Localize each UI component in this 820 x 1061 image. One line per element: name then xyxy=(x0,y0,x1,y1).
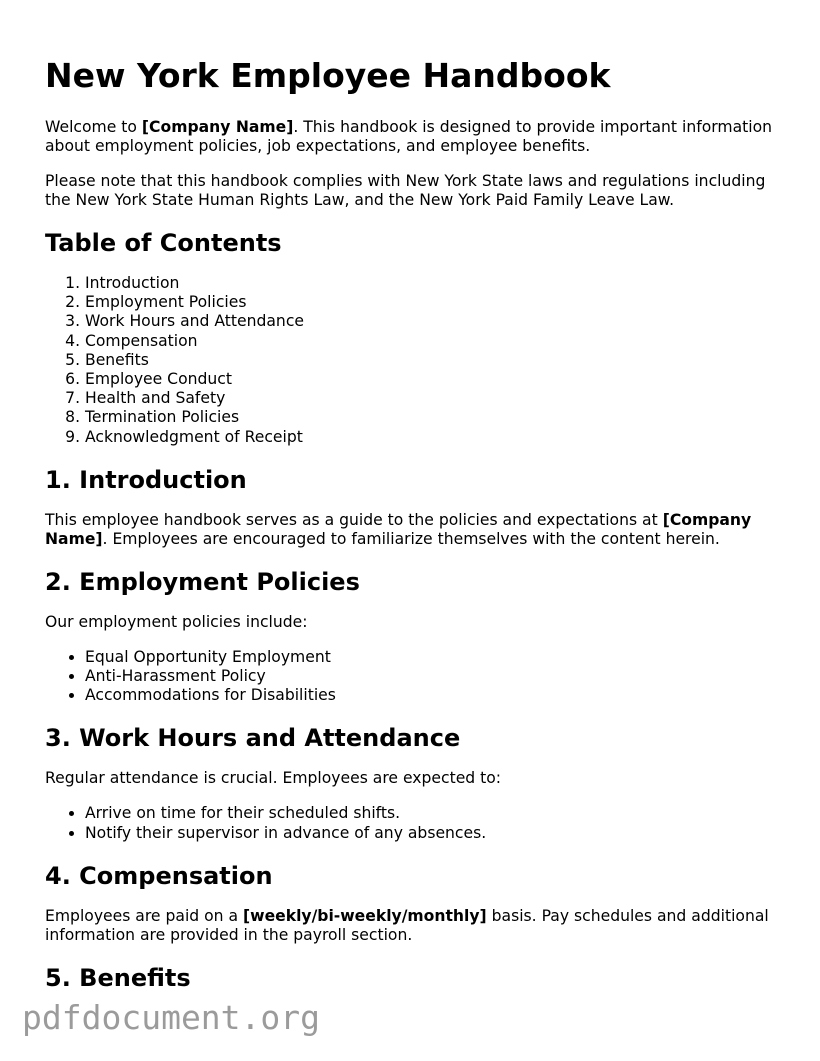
compensation-text-before: Employees are paid on a xyxy=(45,906,244,925)
list-item: • Accommodations for Disabilities xyxy=(85,686,785,705)
toc-item: 2. Employment Policies xyxy=(85,293,785,312)
employment-policies-intro: Our employment policies include: xyxy=(45,612,308,631)
document-page xyxy=(45,52,785,1009)
attendance-list xyxy=(45,804,785,842)
toc-list xyxy=(45,274,785,447)
toc-heading: Table of Contents xyxy=(45,229,282,257)
intro-paragraph-1 xyxy=(45,118,785,156)
introduction-text-before: This employee handbook serves as a guide to the policies and expectations at xyxy=(45,510,663,529)
watermark: pdfdocument.org xyxy=(22,998,321,1037)
toc-item: 4. Compensation xyxy=(85,332,785,351)
list-item: • Anti-Harassment Policy xyxy=(85,667,785,686)
employment-policies-heading: 2. Employment Policies xyxy=(45,567,360,596)
toc-item: 9. Acknowledgment of Receipt xyxy=(85,428,785,447)
pay-frequency-placeholder: [weekly/bi-weekly/monthly] xyxy=(243,906,487,925)
toc-item: 7. Health and Safety xyxy=(85,389,785,408)
toc-item: 8. Termination Policies xyxy=(85,408,785,427)
list-item: • Notify their supervisor in advance of any absences. xyxy=(85,824,785,843)
introduction-heading: 1. Introduction xyxy=(45,465,247,494)
intro-paragraph-2: Please note that this handbook complies with New York State laws and regulations including the New York State Human Rights Law, and the New York Paid Family Leave Law. xyxy=(45,172,766,209)
intro-text-after: . This handbook is designed to provide important information about employment policies, job expectations, and employee benefits. xyxy=(45,118,772,155)
benefits-heading: 5. Benefits xyxy=(45,963,191,992)
compensation-paragraph xyxy=(45,907,785,945)
compensation-text-after: basis. Pay schedules and additional information are provided in the payroll section. xyxy=(45,906,769,944)
toc-item: 1. Introduction xyxy=(85,274,785,293)
attendance-intro: Regular attendance is crucial. Employees are expected to: xyxy=(45,769,502,788)
attendance-heading: 3. Work Hours and Attendance xyxy=(45,724,461,753)
introduction-text-after: . Employees are encouraged to familiarize themselves with the content herein. xyxy=(102,529,720,548)
company-name-placeholder: [Company Name] xyxy=(45,510,752,548)
list-item: • Equal Opportunity Employment xyxy=(85,648,785,667)
list-item: • Arrive on time for their scheduled shifts. xyxy=(85,804,785,823)
company-name-placeholder: [Company Name] xyxy=(141,118,294,136)
employment-policies-list xyxy=(45,648,785,706)
toc-item: 3. Work Hours and Attendance xyxy=(85,312,785,331)
compensation-heading: 4. Compensation xyxy=(45,861,273,890)
introduction-paragraph xyxy=(45,511,785,549)
page-title: New York Employee Handbook xyxy=(45,56,611,95)
toc-item: 6. Employee Conduct xyxy=(85,370,785,389)
intro-text-before: Welcome to xyxy=(45,118,142,136)
toc-item: 5. Benefits xyxy=(85,351,785,370)
